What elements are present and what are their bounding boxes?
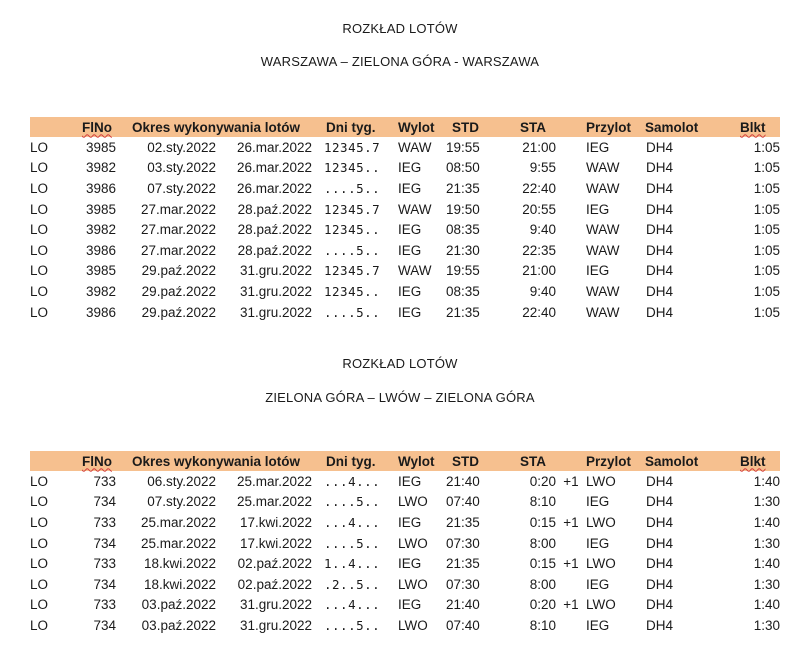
header-std: STD	[446, 117, 498, 137]
airline-cell: LO	[30, 242, 49, 258]
route-title: WARSZAWA – ZIELONA GÓRA - WARSZAWA	[260, 54, 540, 69]
aircraft-cell: DH4	[646, 283, 674, 299]
header-departure: Wylot	[398, 451, 446, 471]
arrival-airport-cell: WAW	[586, 160, 620, 176]
table-row	[30, 158, 780, 179]
day-offset-cell	[556, 219, 586, 240]
block-time-cell: 1:40	[753, 473, 780, 489]
arrival-airport-cell: WAW	[586, 222, 620, 238]
aircraft-cell: DH4	[646, 514, 674, 530]
departure-airport-cell: LWO	[398, 617, 428, 633]
header-std: STD	[446, 451, 498, 471]
aircraft-cell: DH4	[646, 263, 674, 279]
period-start-cell: 06.sty.2022	[147, 473, 216, 489]
flight-number-cell: 3985	[85, 263, 116, 279]
weekdays-cell: ....5..	[324, 304, 381, 320]
weekdays-cell: 12345..	[324, 283, 381, 299]
flight-number-cell: 3982	[85, 160, 116, 176]
block-time-cell: 1:05	[753, 263, 780, 279]
departure-airport-cell: WAW	[398, 139, 432, 155]
sta-cell: 9:40	[529, 283, 556, 299]
aircraft-cell: DH4	[646, 201, 674, 217]
day-offset-cell	[556, 492, 586, 513]
departure-airport-cell: IEG	[398, 180, 422, 196]
weekdays-cell: ....5..	[324, 494, 381, 510]
period-start-cell: 07.sty.2022	[147, 494, 216, 510]
period-start-cell: 29.paź.2022	[141, 304, 216, 320]
std-cell: 21:40	[446, 473, 480, 489]
header-days: Dni tyg.	[312, 451, 398, 471]
day-offset-cell: +1	[563, 473, 579, 489]
day-offset-cell	[556, 240, 586, 261]
std-cell: 21:35	[446, 514, 480, 530]
sta-cell: 8:00	[529, 535, 556, 551]
day-offset-cell	[556, 158, 586, 179]
airline-cell: LO	[30, 222, 49, 238]
table-row	[30, 492, 780, 513]
period-end-cell: 17.kwi.2022	[239, 514, 312, 530]
airline-cell: LO	[30, 139, 49, 155]
departure-airport-cell: LWO	[398, 535, 428, 551]
day-offset-cell	[556, 199, 586, 220]
block-time-cell: 1:05	[753, 139, 780, 155]
std-cell: 19:55	[446, 263, 480, 279]
arrival-airport-cell: IEG	[586, 617, 610, 633]
airline-cell: LO	[30, 180, 49, 196]
flight-number-cell: 733	[93, 597, 116, 613]
schedule-table	[30, 117, 780, 322]
std-cell: 07:30	[446, 535, 480, 551]
period-start-cell: 27.mar.2022	[140, 242, 216, 258]
aircraft-cell: DH4	[646, 180, 674, 196]
aircraft-cell: DH4	[646, 535, 674, 551]
airline-cell: LO	[30, 263, 49, 279]
header-arrival: Przylot	[586, 451, 640, 471]
arrival-airport-cell: IEG	[586, 201, 610, 217]
airline-cell: LO	[30, 535, 49, 551]
period-start-cell: 27.mar.2022	[140, 222, 216, 238]
weekdays-cell: ...4...	[324, 514, 381, 530]
day-offset-cell	[556, 281, 586, 302]
std-cell: 21:35	[446, 180, 480, 196]
weekdays-cell: ....5..	[324, 617, 381, 633]
aircraft-cell: DH4	[646, 304, 674, 320]
header-period: Okres wykonywania lotów	[116, 117, 312, 137]
header-period: Okres wykonywania lotów	[116, 451, 312, 471]
weekdays-cell: 12345..	[324, 160, 381, 176]
period-end-cell: 26.mar.2022	[236, 180, 312, 196]
arrival-airport-cell: WAW	[586, 242, 620, 258]
aircraft-cell: DH4	[646, 576, 674, 592]
period-end-cell: 25.mar.2022	[236, 473, 312, 489]
table-row	[30, 261, 780, 282]
table-row	[30, 219, 780, 240]
table-row	[30, 533, 780, 554]
airline-cell: LO	[30, 473, 49, 489]
block-time-cell: 1:05	[753, 201, 780, 217]
departure-airport-cell: IEG	[398, 222, 422, 238]
block-time-cell: 1:05	[753, 180, 780, 196]
departure-airport-cell: WAW	[398, 263, 432, 279]
period-end-cell: 31.gru.2022	[239, 283, 312, 299]
sta-cell: 0:20	[529, 473, 556, 489]
airline-cell: LO	[30, 514, 49, 530]
departure-airport-cell: IEG	[398, 556, 422, 572]
flight-number-cell: 3986	[85, 180, 116, 196]
departure-airport-cell: LWO	[398, 494, 428, 510]
sta-cell: 9:55	[529, 160, 556, 176]
period-start-cell: 03.paź.2022	[141, 617, 216, 633]
arrival-airport-cell: IEG	[586, 494, 610, 510]
block-time-cell: 1:40	[753, 556, 780, 572]
sta-cell: 22:35	[522, 242, 556, 258]
std-cell: 19:50	[446, 201, 480, 217]
header-departure: Wylot	[398, 117, 446, 137]
block-time-cell: 1:30	[753, 494, 780, 510]
weekdays-cell: ...4...	[324, 597, 381, 613]
table-row	[30, 595, 780, 616]
weekdays-cell: 12345.7	[324, 263, 381, 279]
header-sta: STA	[498, 451, 556, 471]
airline-cell: LO	[30, 283, 49, 299]
std-cell: 07:40	[446, 617, 480, 633]
sta-cell: 8:00	[529, 576, 556, 592]
std-cell: 08:35	[446, 222, 480, 238]
std-cell: 08:35	[446, 283, 480, 299]
table-row	[30, 281, 780, 302]
arrival-airport-cell: LWO	[586, 514, 616, 530]
sta-cell: 0:15	[529, 556, 556, 572]
block-time-cell: 1:30	[753, 535, 780, 551]
aircraft-cell: DH4	[646, 494, 674, 510]
airline-cell: LO	[30, 201, 49, 217]
sta-cell: 8:10	[529, 494, 556, 510]
block-time-cell: 1:05	[753, 304, 780, 320]
period-start-cell: 18.kwi.2022	[143, 556, 216, 572]
flight-number-cell: 3982	[85, 283, 116, 299]
table-row	[30, 178, 780, 199]
header-day-offset	[556, 117, 586, 137]
std-cell: 08:50	[446, 160, 480, 176]
std-cell: 07:30	[446, 576, 480, 592]
weekdays-cell: .2..5..	[324, 576, 381, 592]
route-title: ZIELONA GÓRA – LWÓW – ZIELONA GÓRA	[265, 390, 535, 405]
table-row	[30, 615, 780, 636]
departure-airport-cell: IEG	[398, 283, 422, 299]
schedule-title: ROZKŁAD LOTÓW	[342, 356, 458, 371]
period-start-cell: 27.mar.2022	[140, 201, 216, 217]
table-row	[30, 199, 780, 220]
header-blkt: Blkt	[716, 451, 780, 471]
departure-airport-cell: IEG	[398, 242, 422, 258]
period-end-cell: 02.paź.2022	[237, 556, 312, 572]
period-end-cell: 28.paź.2022	[237, 222, 312, 238]
sta-cell: 21:00	[522, 263, 556, 279]
arrival-airport-cell: LWO	[586, 597, 616, 613]
day-offset-cell: +1	[563, 556, 579, 572]
day-offset-cell	[556, 178, 586, 199]
header-arrival: Przylot	[586, 117, 640, 137]
aircraft-cell: DH4	[646, 139, 674, 155]
table-row	[30, 302, 780, 323]
table-row	[30, 553, 780, 574]
flight-number-cell: 734	[93, 494, 116, 510]
header-flno: FlNo	[64, 451, 116, 471]
period-end-cell: 31.gru.2022	[239, 304, 312, 320]
aircraft-cell: DH4	[646, 222, 674, 238]
period-start-cell: 07.sty.2022	[147, 180, 216, 196]
period-start-cell: 29.paź.2022	[141, 283, 216, 299]
departure-airport-cell: IEG	[398, 597, 422, 613]
sta-cell: 9:40	[529, 222, 556, 238]
aircraft-cell: DH4	[646, 597, 674, 613]
table-row	[30, 512, 780, 533]
period-start-cell: 02.sty.2022	[147, 139, 216, 155]
day-offset-cell: +1	[563, 597, 579, 613]
airline-cell: LO	[30, 597, 49, 613]
header-flno: FlNo	[64, 117, 116, 137]
weekdays-cell: 1..4...	[324, 556, 381, 572]
arrival-airport-cell: WAW	[586, 304, 620, 320]
period-end-cell: 28.paź.2022	[237, 242, 312, 258]
weekdays-cell: ....5..	[324, 180, 381, 196]
block-time-cell: 1:30	[753, 617, 780, 633]
arrival-airport-cell: IEG	[586, 263, 610, 279]
period-end-cell: 31.gru.2022	[239, 263, 312, 279]
arrival-airport-cell: IEG	[586, 139, 610, 155]
std-cell: 07:40	[446, 494, 480, 510]
std-cell: 21:40	[446, 597, 480, 613]
block-time-cell: 1:05	[753, 242, 780, 258]
flight-number-cell: 3986	[85, 304, 116, 320]
block-time-cell: 1:30	[753, 576, 780, 592]
block-time-cell: 1:05	[753, 283, 780, 299]
block-time-cell: 1:40	[753, 597, 780, 613]
airline-cell: LO	[30, 576, 49, 592]
std-cell: 21:35	[446, 304, 480, 320]
aircraft-cell: DH4	[646, 242, 674, 258]
airline-cell: LO	[30, 494, 49, 510]
period-start-cell: 25.mar.2022	[140, 535, 216, 551]
day-offset-cell	[556, 261, 586, 282]
weekdays-cell: ....5..	[324, 535, 381, 551]
block-time-cell: 1:05	[753, 222, 780, 238]
weekdays-cell: ....5..	[324, 242, 381, 258]
flight-number-cell: 733	[93, 514, 116, 530]
weekdays-cell: 12345..	[324, 222, 381, 238]
arrival-airport-cell: IEG	[586, 535, 610, 551]
header-aircraft: Samolot	[640, 451, 716, 471]
sta-cell: 0:20	[529, 597, 556, 613]
period-end-cell: 28.paź.2022	[237, 201, 312, 217]
sta-cell: 21:00	[522, 139, 556, 155]
day-offset-cell	[556, 533, 586, 554]
table-row	[30, 574, 780, 595]
sta-cell: 0:15	[529, 514, 556, 530]
period-start-cell: 18.kwi.2022	[143, 576, 216, 592]
flight-number-cell: 3986	[85, 242, 116, 258]
block-time-cell: 1:05	[753, 160, 780, 176]
flight-number-cell: 3985	[85, 201, 116, 217]
block-time-cell: 1:40	[753, 514, 780, 530]
schedule-title: ROZKŁAD LOTÓW	[342, 21, 458, 36]
header-day-offset	[556, 451, 586, 471]
arrival-airport-cell: LWO	[586, 556, 616, 572]
period-end-cell: 31.gru.2022	[239, 617, 312, 633]
table-header-row	[30, 117, 780, 137]
arrival-airport-cell: IEG	[586, 576, 610, 592]
flight-number-cell: 734	[93, 617, 116, 633]
airline-cell: LO	[30, 160, 49, 176]
period-end-cell: 17.kwi.2022	[239, 535, 312, 551]
period-end-cell: 31.gru.2022	[239, 597, 312, 613]
schedule-table	[30, 451, 780, 636]
airline-cell: LO	[30, 556, 49, 572]
sta-cell: 20:55	[522, 201, 556, 217]
period-end-cell: 26.mar.2022	[236, 160, 312, 176]
flight-number-cell: 3985	[85, 139, 116, 155]
period-start-cell: 03.sty.2022	[147, 160, 216, 176]
day-offset-cell	[556, 574, 586, 595]
weekdays-cell: 12345.7	[324, 201, 381, 217]
period-start-cell: 25.mar.2022	[140, 514, 216, 530]
flight-number-cell: 3982	[85, 222, 116, 238]
day-offset-cell	[556, 137, 586, 158]
sta-cell: 8:10	[529, 617, 556, 633]
period-end-cell: 02.paź.2022	[237, 576, 312, 592]
header-aircraft: Samolot	[640, 117, 716, 137]
departure-airport-cell: IEG	[398, 514, 422, 530]
airline-cell: LO	[30, 304, 49, 320]
table-header-row	[30, 451, 780, 471]
aircraft-cell: DH4	[646, 160, 674, 176]
header-sta: STA	[498, 117, 556, 137]
table-row	[30, 137, 780, 158]
arrival-airport-cell: WAW	[586, 180, 620, 196]
header-airline	[30, 451, 64, 471]
day-offset-cell: +1	[563, 514, 579, 530]
flight-number-cell: 733	[93, 556, 116, 572]
day-offset-cell	[556, 302, 586, 323]
departure-airport-cell: WAW	[398, 201, 432, 217]
period-end-cell: 26.mar.2022	[236, 139, 312, 155]
sta-cell: 22:40	[522, 180, 556, 196]
arrival-airport-cell: LWO	[586, 473, 616, 489]
arrival-airport-cell: WAW	[586, 283, 620, 299]
flight-number-cell: 734	[93, 576, 116, 592]
header-blkt: Blkt	[716, 117, 780, 137]
departure-airport-cell: IEG	[398, 160, 422, 176]
weekdays-cell: 12345.7	[324, 139, 381, 155]
flight-number-cell: 733	[93, 473, 116, 489]
std-cell: 21:30	[446, 242, 480, 258]
departure-airport-cell: IEG	[398, 304, 422, 320]
departure-airport-cell: LWO	[398, 576, 428, 592]
weekdays-cell: ...4...	[324, 473, 381, 489]
table-row	[30, 240, 780, 261]
header-airline	[30, 117, 64, 137]
table-row	[30, 471, 780, 492]
header-days: Dni tyg.	[312, 117, 398, 137]
std-cell: 19:55	[446, 139, 480, 155]
period-start-cell: 29.paź.2022	[141, 263, 216, 279]
airline-cell: LO	[30, 617, 49, 633]
period-end-cell: 25.mar.2022	[236, 494, 312, 510]
day-offset-cell	[556, 615, 586, 636]
aircraft-cell: DH4	[646, 556, 674, 572]
std-cell: 21:35	[446, 556, 480, 572]
aircraft-cell: DH4	[646, 617, 674, 633]
departure-airport-cell: IEG	[398, 473, 422, 489]
flight-number-cell: 734	[93, 535, 116, 551]
period-start-cell: 03.paź.2022	[141, 597, 216, 613]
aircraft-cell: DH4	[646, 473, 674, 489]
sta-cell: 22:40	[522, 304, 556, 320]
